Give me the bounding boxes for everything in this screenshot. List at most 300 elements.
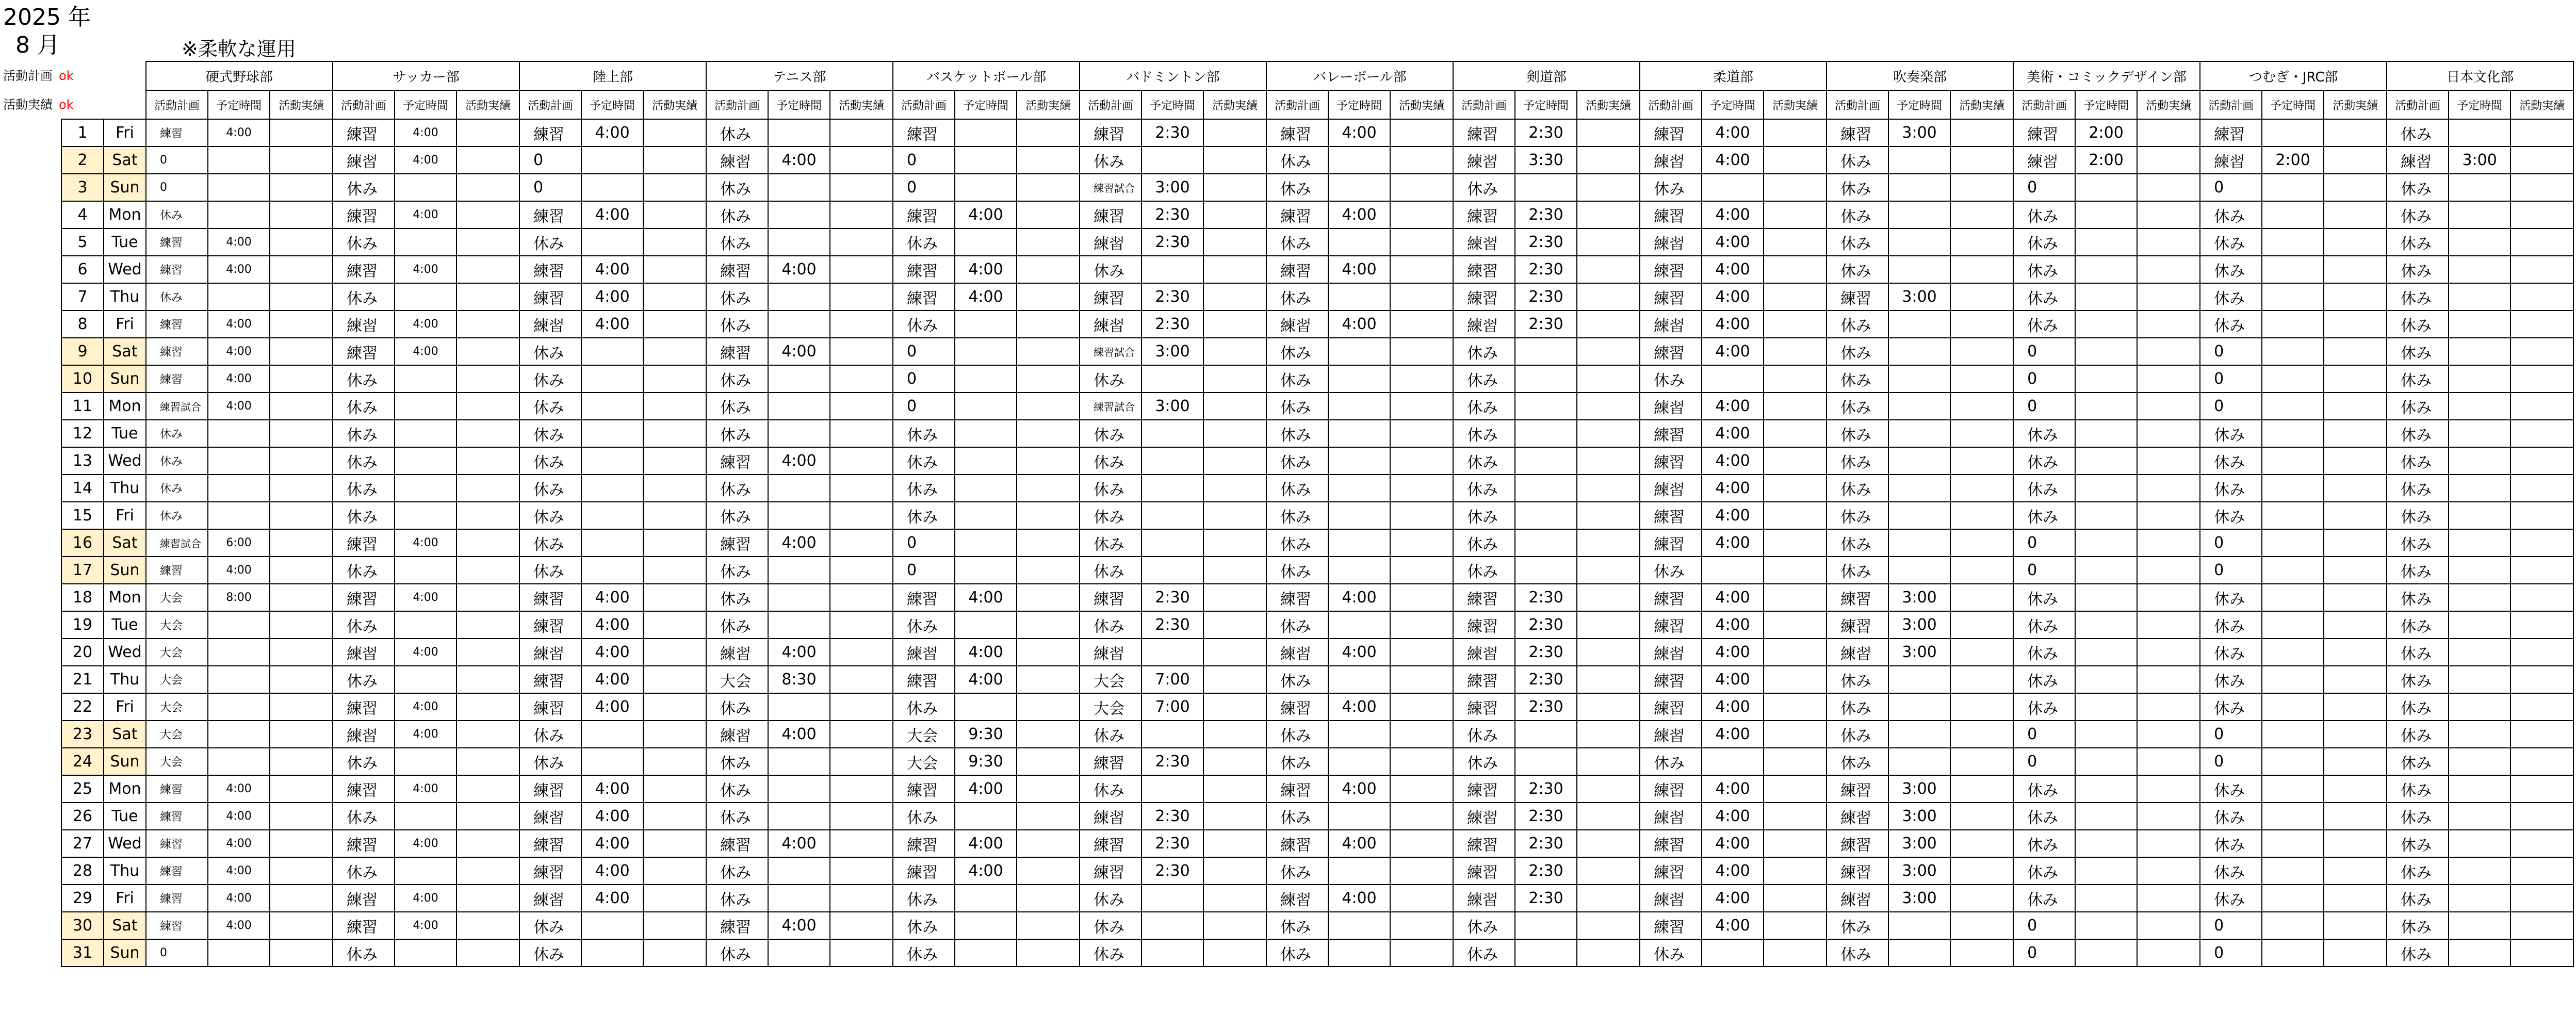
plan-cell[interactable]: 休み (2387, 228, 2449, 256)
time-cell[interactable] (1142, 447, 1203, 475)
time-cell[interactable] (208, 939, 270, 967)
plan-cell[interactable]: 練習 (519, 584, 581, 611)
time-cell[interactable] (1142, 502, 1203, 529)
time-cell[interactable] (1142, 365, 1203, 393)
time-cell[interactable]: 4:00 (395, 912, 456, 939)
actual-cell[interactable] (1017, 693, 1080, 721)
plan-cell[interactable]: 練習 (1266, 201, 1328, 228)
plan-cell[interactable]: 練習 (1827, 830, 1888, 857)
time-cell[interactable]: 2:00 (2075, 146, 2137, 174)
time-cell[interactable] (955, 502, 1017, 529)
plan-cell[interactable]: 練習 (1453, 201, 1515, 228)
time-cell[interactable] (2075, 174, 2137, 201)
actual-cell[interactable] (2324, 830, 2387, 857)
actual-cell[interactable] (830, 748, 893, 775)
time-cell[interactable]: 4:00 (955, 639, 1017, 666)
time-cell[interactable]: 4:00 (581, 830, 643, 857)
time-cell[interactable] (581, 365, 643, 393)
actual-cell[interactable] (830, 775, 893, 803)
time-cell[interactable]: 4:00 (1702, 885, 1764, 912)
actual-cell[interactable] (1577, 228, 1640, 256)
plan-cell[interactable]: 練習 (1640, 475, 1702, 502)
plan-cell[interactable]: 休み (1266, 611, 1328, 639)
time-cell[interactable] (581, 939, 643, 967)
time-cell[interactable] (2449, 529, 2510, 557)
actual-cell[interactable] (1017, 557, 1080, 584)
plan-cell[interactable]: 練習 (1080, 228, 1142, 256)
plan-cell[interactable]: 練習 (893, 283, 955, 311)
actual-cell[interactable] (456, 775, 519, 803)
actual-cell[interactable] (2324, 283, 2387, 311)
actual-cell[interactable] (1390, 939, 1453, 967)
time-cell[interactable]: 4:00 (1702, 119, 1764, 146)
actual-cell[interactable] (1577, 311, 1640, 338)
plan-cell[interactable]: 練習 (1453, 666, 1515, 693)
time-cell[interactable] (1142, 557, 1203, 584)
plan-cell[interactable]: 休み (1827, 174, 1888, 201)
time-cell[interactable] (768, 611, 830, 639)
actual-cell[interactable] (1764, 830, 1827, 857)
actual-cell[interactable] (1017, 311, 1080, 338)
actual-cell[interactable] (2510, 857, 2573, 885)
actual-cell[interactable] (1017, 256, 1080, 283)
plan-cell[interactable]: 休み (2200, 475, 2262, 502)
time-cell[interactable]: 4:00 (1702, 666, 1764, 693)
time-cell[interactable] (1702, 365, 1764, 393)
actual-cell[interactable] (2324, 338, 2387, 365)
actual-cell[interactable] (456, 146, 519, 174)
plan-cell[interactable]: 休み (1266, 857, 1328, 885)
time-cell[interactable] (208, 748, 270, 775)
time-cell[interactable] (1328, 666, 1390, 693)
plan-cell[interactable]: 練習 (333, 885, 395, 912)
plan-cell[interactable]: 練習 (706, 529, 768, 557)
plan-cell[interactable]: 休み (1453, 420, 1515, 447)
actual-cell[interactable] (2510, 119, 2573, 146)
plan-cell[interactable]: 休み (893, 611, 955, 639)
actual-cell[interactable] (2324, 447, 2387, 475)
time-cell[interactable] (581, 174, 643, 201)
time-cell[interactable]: 4:00 (1702, 311, 1764, 338)
time-cell[interactable]: 4:00 (955, 256, 1017, 283)
time-cell[interactable] (955, 119, 1017, 146)
actual-cell[interactable] (270, 830, 333, 857)
actual-cell[interactable] (2137, 146, 2200, 174)
plan-cell[interactable]: 大会 (706, 666, 768, 693)
plan-cell[interactable]: 休み (333, 283, 395, 311)
time-cell[interactable] (2449, 857, 2510, 885)
time-cell[interactable]: 8:30 (768, 666, 830, 693)
time-cell[interactable] (1515, 393, 1577, 420)
actual-cell[interactable] (1950, 475, 2013, 502)
plan-cell[interactable]: 練習 (146, 912, 208, 939)
time-cell[interactable]: 2:30 (1142, 803, 1203, 830)
plan-cell[interactable]: 休み (1827, 447, 1888, 475)
plan-cell[interactable]: 休み (1453, 174, 1515, 201)
plan-cell[interactable]: 0 (893, 557, 955, 584)
time-cell[interactable] (2075, 775, 2137, 803)
actual-cell[interactable] (270, 365, 333, 393)
plan-cell[interactable]: 練習 (893, 119, 955, 146)
actual-cell[interactable] (2137, 611, 2200, 639)
plan-cell[interactable]: 練習 (146, 256, 208, 283)
time-cell[interactable] (581, 529, 643, 557)
time-cell[interactable] (2262, 912, 2324, 939)
actual-cell[interactable] (2510, 256, 2573, 283)
time-cell[interactable] (768, 885, 830, 912)
actual-cell[interactable] (1390, 420, 1453, 447)
time-cell[interactable]: 4:00 (1702, 857, 1764, 885)
actual-cell[interactable] (1764, 119, 1827, 146)
plan-cell[interactable]: 練習 (1266, 775, 1328, 803)
time-cell[interactable] (2449, 721, 2510, 748)
time-cell[interactable] (208, 174, 270, 201)
actual-cell[interactable] (1390, 775, 1453, 803)
actual-cell[interactable] (1390, 666, 1453, 693)
time-cell[interactable] (395, 475, 456, 502)
time-cell[interactable] (2449, 748, 2510, 775)
plan-cell[interactable]: 休み (2200, 803, 2262, 830)
time-cell[interactable]: 2:30 (1515, 693, 1577, 721)
plan-cell[interactable]: 0 (2013, 529, 2075, 557)
plan-cell[interactable]: 休み (2387, 721, 2449, 748)
actual-cell[interactable] (1950, 502, 2013, 529)
plan-cell[interactable]: 休み (1453, 939, 1515, 967)
actual-cell[interactable] (2324, 365, 2387, 393)
plan-cell[interactable]: 休み (2013, 830, 2075, 857)
plan-cell[interactable]: 休み (893, 885, 955, 912)
plan-cell[interactable]: 休み (1266, 803, 1328, 830)
actual-cell[interactable] (2137, 420, 2200, 447)
plan-cell[interactable]: 休み (1080, 912, 1142, 939)
actual-cell[interactable] (643, 283, 706, 311)
time-cell[interactable]: 4:00 (768, 146, 830, 174)
plan-cell[interactable]: 休み (2387, 420, 2449, 447)
time-cell[interactable] (1328, 803, 1390, 830)
time-cell[interactable]: 4:00 (581, 639, 643, 666)
plan-cell[interactable]: 休み (2387, 529, 2449, 557)
plan-cell[interactable]: 休み (1827, 256, 1888, 283)
time-cell[interactable]: 4:00 (581, 311, 643, 338)
time-cell[interactable]: 4:00 (208, 311, 270, 338)
plan-cell[interactable]: 休み (1266, 228, 1328, 256)
plan-cell[interactable]: 0 (893, 365, 955, 393)
actual-cell[interactable] (1577, 775, 1640, 803)
plan-cell[interactable]: 休み (1266, 174, 1328, 201)
time-cell[interactable] (2075, 338, 2137, 365)
time-cell[interactable]: 2:30 (1142, 748, 1203, 775)
time-cell[interactable] (2075, 529, 2137, 557)
actual-cell[interactable] (270, 475, 333, 502)
time-cell[interactable] (2075, 885, 2137, 912)
actual-cell[interactable] (1950, 529, 2013, 557)
time-cell[interactable] (2449, 557, 2510, 584)
plan-cell[interactable]: 休み (1453, 748, 1515, 775)
actual-cell[interactable] (1950, 201, 2013, 228)
actual-cell[interactable] (830, 857, 893, 885)
actual-cell[interactable] (2324, 256, 2387, 283)
plan-cell[interactable]: 休み (2387, 256, 2449, 283)
time-cell[interactable] (208, 201, 270, 228)
time-cell[interactable] (395, 939, 456, 967)
plan-cell[interactable]: 練習 (333, 256, 395, 283)
actual-cell[interactable] (1577, 119, 1640, 146)
actual-cell[interactable] (830, 912, 893, 939)
plan-cell[interactable]: 休み (2387, 447, 2449, 475)
actual-cell[interactable] (1764, 912, 1827, 939)
time-cell[interactable] (2449, 885, 2510, 912)
plan-cell[interactable]: 練習 (1266, 639, 1328, 666)
actual-cell[interactable] (1577, 912, 1640, 939)
plan-cell[interactable]: 練習 (146, 885, 208, 912)
actual-cell[interactable] (456, 912, 519, 939)
time-cell[interactable] (768, 119, 830, 146)
actual-cell[interactable] (1390, 338, 1453, 365)
actual-cell[interactable] (1577, 803, 1640, 830)
plan-cell[interactable]: 休み (333, 475, 395, 502)
actual-cell[interactable] (830, 393, 893, 420)
actual-cell[interactable] (1577, 666, 1640, 693)
time-cell[interactable] (1142, 639, 1203, 666)
time-cell[interactable] (2075, 311, 2137, 338)
plan-cell[interactable]: 休み (1080, 721, 1142, 748)
plan-cell[interactable]: 休み (2387, 584, 2449, 611)
plan-cell[interactable]: 練習 (333, 721, 395, 748)
plan-cell[interactable]: 0 (2013, 939, 2075, 967)
time-cell[interactable] (208, 693, 270, 721)
plan-cell[interactable]: 練習 (519, 666, 581, 693)
plan-cell[interactable]: 休み (1080, 557, 1142, 584)
plan-cell[interactable]: 練習 (519, 201, 581, 228)
actual-cell[interactable] (1390, 311, 1453, 338)
actual-cell[interactable] (456, 475, 519, 502)
actual-cell[interactable] (456, 939, 519, 967)
actual-cell[interactable] (1203, 393, 1266, 420)
actual-cell[interactable] (1390, 557, 1453, 584)
actual-cell[interactable] (1017, 529, 1080, 557)
time-cell[interactable] (768, 693, 830, 721)
plan-cell[interactable]: 休み (1827, 502, 1888, 529)
actual-cell[interactable] (456, 721, 519, 748)
time-cell[interactable] (2449, 939, 2510, 967)
actual-cell[interactable] (1203, 857, 1266, 885)
plan-cell[interactable]: 休み (706, 311, 768, 338)
time-cell[interactable]: 4:00 (955, 857, 1017, 885)
plan-cell[interactable]: 休み (1080, 447, 1142, 475)
plan-cell[interactable]: 休み (2013, 775, 2075, 803)
plan-cell[interactable]: 練習 (1453, 639, 1515, 666)
plan-cell[interactable]: 0 (893, 174, 955, 201)
actual-cell[interactable] (2324, 201, 2387, 228)
plan-cell[interactable]: 練習 (519, 611, 581, 639)
time-cell[interactable]: 4:00 (395, 693, 456, 721)
actual-cell[interactable] (1390, 393, 1453, 420)
time-cell[interactable] (581, 475, 643, 502)
plan-cell[interactable]: 練習 (1640, 119, 1702, 146)
plan-cell[interactable]: 休み (146, 447, 208, 475)
actual-cell[interactable] (1017, 775, 1080, 803)
actual-cell[interactable] (2324, 311, 2387, 338)
actual-cell[interactable] (1950, 639, 2013, 666)
actual-cell[interactable] (456, 830, 519, 857)
plan-cell[interactable]: 練習 (1453, 693, 1515, 721)
plan-cell[interactable]: 休み (1266, 721, 1328, 748)
actual-cell[interactable] (1950, 311, 2013, 338)
time-cell[interactable]: 4:00 (1328, 311, 1390, 338)
actual-cell[interactable] (2137, 119, 2200, 146)
actual-cell[interactable] (1203, 174, 1266, 201)
time-cell[interactable] (208, 611, 270, 639)
actual-cell[interactable] (2137, 529, 2200, 557)
time-cell[interactable] (1515, 447, 1577, 475)
plan-cell[interactable]: 休み (706, 283, 768, 311)
time-cell[interactable] (2262, 885, 2324, 912)
plan-cell[interactable]: 休み (1827, 912, 1888, 939)
actual-cell[interactable] (456, 311, 519, 338)
plan-cell[interactable]: 休み (2387, 939, 2449, 967)
actual-cell[interactable] (1764, 420, 1827, 447)
time-cell[interactable]: 4:00 (581, 775, 643, 803)
time-cell[interactable] (1328, 338, 1390, 365)
plan-cell[interactable]: 休み (519, 748, 581, 775)
actual-cell[interactable] (270, 721, 333, 748)
plan-cell[interactable]: 0 (2200, 557, 2262, 584)
plan-cell[interactable]: 休み (333, 666, 395, 693)
actual-cell[interactable] (1017, 748, 1080, 775)
time-cell[interactable] (1142, 146, 1203, 174)
plan-cell[interactable]: 大会 (146, 721, 208, 748)
actual-cell[interactable] (1764, 475, 1827, 502)
actual-cell[interactable] (1203, 283, 1266, 311)
time-cell[interactable] (2262, 338, 2324, 365)
time-cell[interactable] (2262, 475, 2324, 502)
plan-cell[interactable]: 休み (519, 721, 581, 748)
plan-cell[interactable]: 休み (1640, 939, 1702, 967)
plan-cell[interactable]: 休み (706, 475, 768, 502)
time-cell[interactable]: 4:00 (1702, 228, 1764, 256)
plan-cell[interactable]: 練習 (333, 529, 395, 557)
plan-cell[interactable]: 休み (1827, 201, 1888, 228)
plan-cell[interactable]: 休み (1640, 557, 1702, 584)
time-cell[interactable]: 4:00 (208, 775, 270, 803)
plan-cell[interactable]: 練習 (1453, 283, 1515, 311)
actual-cell[interactable] (1950, 721, 2013, 748)
actual-cell[interactable] (1764, 146, 1827, 174)
time-cell[interactable] (1328, 283, 1390, 311)
plan-cell[interactable]: 練習 (146, 365, 208, 393)
time-cell[interactable] (768, 311, 830, 338)
plan-cell[interactable]: 休み (1266, 338, 1328, 365)
actual-cell[interactable] (270, 174, 333, 201)
time-cell[interactable] (1515, 912, 1577, 939)
actual-cell[interactable] (1203, 939, 1266, 967)
plan-cell[interactable]: 休み (2387, 338, 2449, 365)
time-cell[interactable] (2075, 748, 2137, 775)
actual-cell[interactable] (643, 174, 706, 201)
plan-cell[interactable]: 休み (2387, 393, 2449, 420)
actual-cell[interactable] (2510, 311, 2573, 338)
time-cell[interactable] (395, 502, 456, 529)
actual-cell[interactable] (456, 803, 519, 830)
time-cell[interactable] (955, 420, 1017, 447)
plan-cell[interactable]: 0 (519, 174, 581, 201)
plan-cell[interactable]: 練習 (2200, 146, 2262, 174)
plan-cell[interactable]: 練習 (146, 830, 208, 857)
time-cell[interactable] (208, 666, 270, 693)
time-cell[interactable] (1888, 447, 1950, 475)
actual-cell[interactable] (2324, 939, 2387, 967)
plan-cell[interactable]: 練習 (1640, 885, 1702, 912)
actual-cell[interactable] (643, 447, 706, 475)
plan-cell[interactable]: 練習試合 (1080, 338, 1142, 365)
actual-cell[interactable] (830, 885, 893, 912)
plan-cell[interactable]: 練習 (1080, 830, 1142, 857)
plan-cell[interactable]: 練習 (1080, 584, 1142, 611)
actual-cell[interactable] (270, 502, 333, 529)
plan-cell[interactable]: 休み (1827, 748, 1888, 775)
plan-cell[interactable]: 休み (1266, 939, 1328, 967)
actual-cell[interactable] (643, 420, 706, 447)
plan-cell[interactable]: 休み (2200, 447, 2262, 475)
time-cell[interactable] (2449, 393, 2510, 420)
time-cell[interactable] (208, 639, 270, 666)
time-cell[interactable]: 3:00 (1142, 174, 1203, 201)
plan-cell[interactable]: 休み (1080, 365, 1142, 393)
time-cell[interactable]: 4:00 (395, 338, 456, 365)
actual-cell[interactable] (270, 584, 333, 611)
time-cell[interactable] (2449, 311, 2510, 338)
time-cell[interactable] (1142, 420, 1203, 447)
plan-cell[interactable]: 練習 (1827, 775, 1888, 803)
time-cell[interactable] (208, 502, 270, 529)
plan-cell[interactable]: 休み (333, 502, 395, 529)
actual-cell[interactable] (1390, 748, 1453, 775)
plan-cell[interactable]: 練習 (893, 201, 955, 228)
actual-cell[interactable] (1950, 420, 2013, 447)
plan-cell[interactable]: 休み (1827, 146, 1888, 174)
plan-cell[interactable]: 練習 (2387, 146, 2449, 174)
actual-cell[interactable] (643, 529, 706, 557)
actual-cell[interactable] (270, 803, 333, 830)
time-cell[interactable] (2449, 283, 2510, 311)
plan-cell[interactable]: 練習 (1080, 803, 1142, 830)
actual-cell[interactable] (1764, 393, 1827, 420)
plan-cell[interactable]: 休み (2200, 885, 2262, 912)
time-cell[interactable] (1515, 475, 1577, 502)
plan-cell[interactable]: 練習 (1827, 584, 1888, 611)
time-cell[interactable] (1888, 502, 1950, 529)
plan-cell[interactable]: 練習 (1453, 857, 1515, 885)
plan-cell[interactable]: 休み (1453, 557, 1515, 584)
actual-cell[interactable] (1950, 939, 2013, 967)
actual-cell[interactable] (456, 365, 519, 393)
plan-cell[interactable]: 0 (893, 338, 955, 365)
time-cell[interactable] (208, 721, 270, 748)
time-cell[interactable]: 4:00 (768, 639, 830, 666)
actual-cell[interactable] (643, 693, 706, 721)
plan-cell[interactable]: 練習 (706, 256, 768, 283)
actual-cell[interactable] (643, 256, 706, 283)
time-cell[interactable]: 3:00 (1888, 857, 1950, 885)
time-cell[interactable] (768, 365, 830, 393)
time-cell[interactable] (2262, 365, 2324, 393)
actual-cell[interactable] (1577, 748, 1640, 775)
actual-cell[interactable] (643, 885, 706, 912)
time-cell[interactable]: 4:00 (768, 721, 830, 748)
actual-cell[interactable] (1203, 529, 1266, 557)
actual-cell[interactable] (2324, 639, 2387, 666)
actual-cell[interactable] (1764, 748, 1827, 775)
